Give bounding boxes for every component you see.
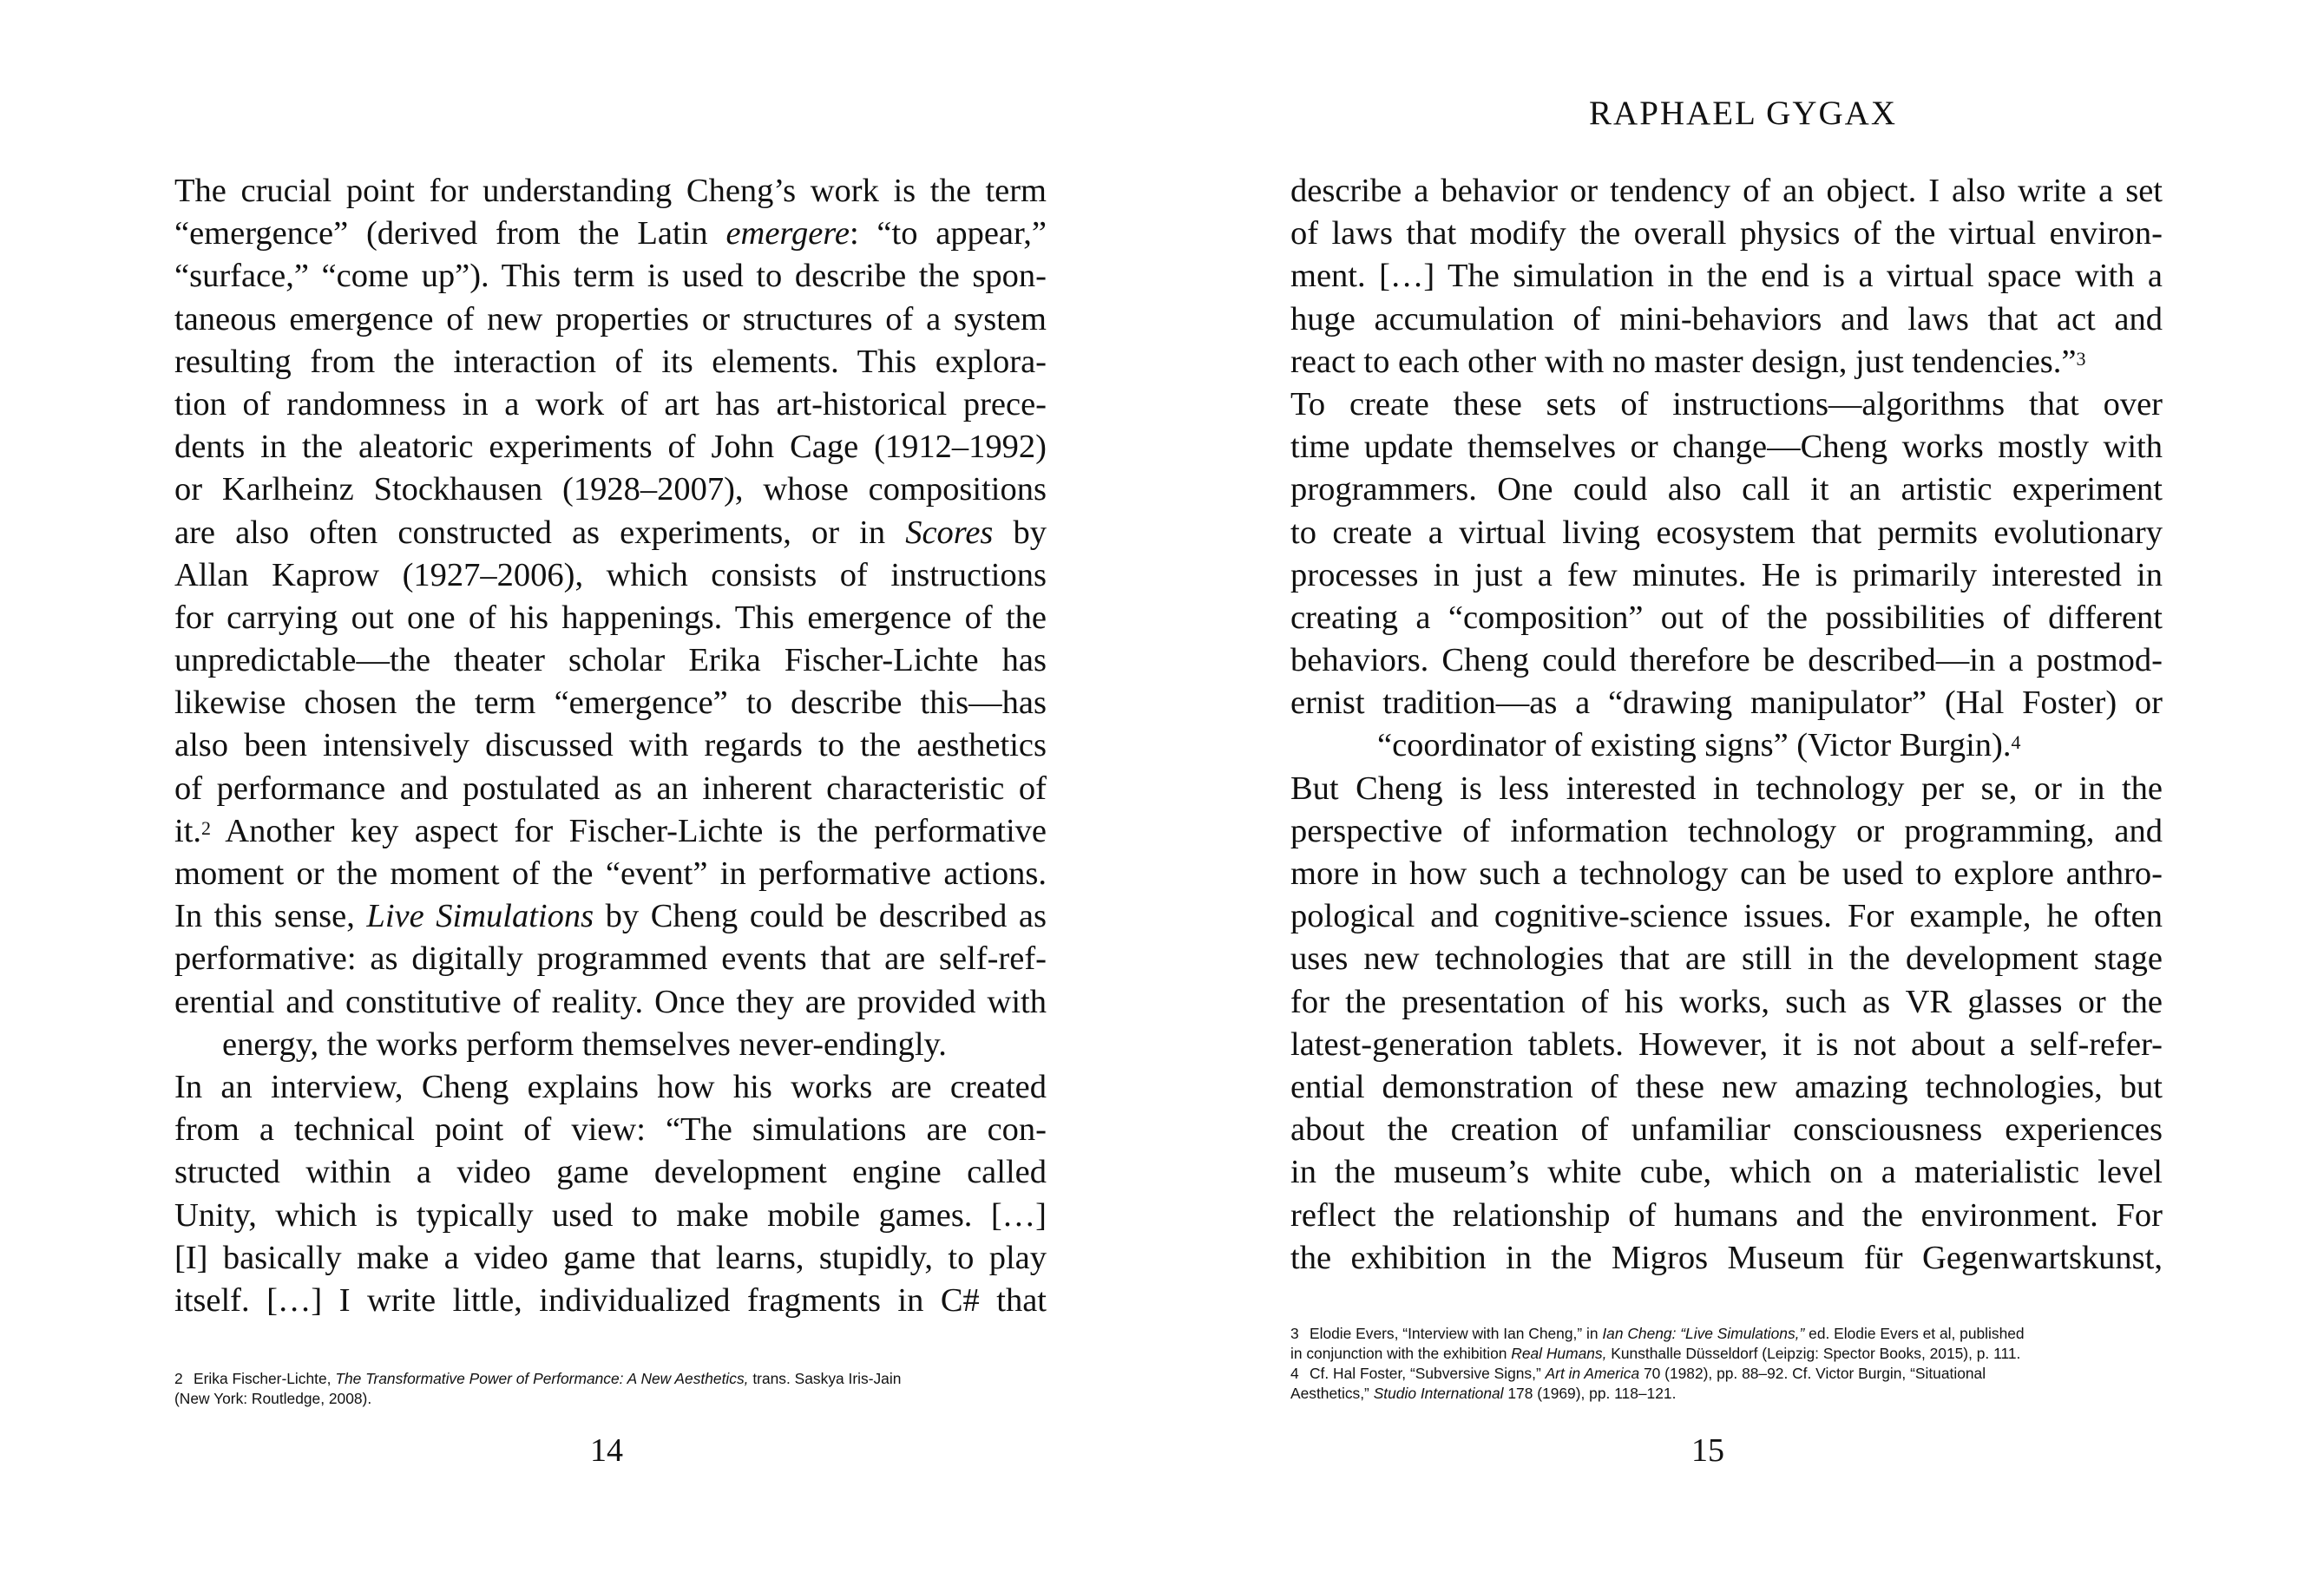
footnote-line [1290, 1324, 2163, 1344]
text-run: The crucial point for understanding Cheng’s work is the term [174, 173, 1047, 209]
text-run: dents in the aleatoric experiments of John Cage (1912–1992) [174, 429, 1047, 466]
text-run: by [993, 514, 1047, 551]
right-page [1162, 0, 2324, 1572]
text-run: But Cheng is less interested in technology per se, or in the [1290, 770, 2163, 807]
italic-text: Studio International [1373, 1385, 1504, 1402]
body-line [174, 853, 1047, 895]
text-run: 70 (1982), pp. 88–92. Cf. Victor Burgin, “Situational [1639, 1365, 1986, 1382]
text-run: performative: as digitally programmed events that are self-ref- [174, 940, 1047, 978]
body-line [1290, 597, 2163, 639]
text-run: react to each other with no master design, just tendencies.” [1290, 343, 2077, 380]
text-run: about the creation of unfamiliar consciousness experiences [1290, 1111, 2163, 1149]
text-run: : “to appear,” [849, 215, 1047, 252]
body-line [1290, 1237, 2163, 1280]
body-line [174, 1109, 1047, 1151]
text-run: huge accumulation of mini-behaviors and laws that act and [1290, 300, 2163, 337]
text-run: ential demonstration of these new amazing technologies, but [1290, 1068, 2163, 1105]
body-line [174, 255, 1047, 298]
body-line [174, 341, 1047, 383]
footnote-line [174, 1369, 1047, 1389]
text-run: for carrying out one of his happenings. This emergence of the [174, 599, 1047, 636]
footnotes-left [174, 1369, 1047, 1409]
body-line [174, 213, 1047, 255]
text-run: processes in just a few minutes. He is primarily interested in [1290, 556, 2163, 593]
body-line [174, 1280, 1047, 1322]
text-run: the exhibition in the Migros Museum für Gegenwartskunst, [1290, 1239, 2163, 1276]
body-line [1290, 682, 2163, 724]
body-line [1290, 383, 2163, 426]
italic-text: Live Simulations [366, 898, 594, 935]
footnote-marker: 4 [2011, 731, 2021, 754]
body-line [1290, 810, 2163, 853]
text-run: Elodie Evers, “Interview with Ian Cheng,” in [1310, 1325, 1603, 1342]
body-line [1290, 1066, 2163, 1109]
body-line [1290, 554, 2163, 597]
italic-text: Art in America [1545, 1365, 1640, 1382]
text-run: ment. […] The simulation in the end is a virtual space with a [1290, 258, 2163, 295]
body-line [1290, 512, 2163, 554]
text-run: unpredictable—the theater scholar Erika Fischer-Lichte has [174, 642, 1047, 679]
text-run: To create these sets of instructions—algorithms that over [1290, 385, 2163, 422]
footnote-number: 3 [1290, 1325, 1299, 1342]
body-line [1290, 981, 2163, 1024]
body-line [174, 768, 1047, 810]
text-run: Kunsthalle Düsseldorf (Leipzig: Spector Books, 2015), p. 111. [1606, 1345, 2021, 1362]
text-run: “surface,” “come up”). This term is used to describe the spon- [174, 258, 1047, 295]
text-run: programmers. One could also call it an artistic experiment [1290, 471, 2163, 508]
text-run: pological and cognitive-science issues. For example, he often [1290, 898, 2163, 935]
footnote-marker: 2 [201, 816, 212, 839]
text-run: ed. Elodie Evers et al, published [1804, 1325, 2025, 1342]
body-line [174, 1024, 1047, 1066]
body-line [174, 597, 1047, 639]
text-run: behaviors. Cheng could therefore be described—in a postmod- [1290, 642, 2163, 679]
body-line [174, 512, 1047, 554]
body-line [174, 938, 1047, 980]
text-run: (New York: Routledge, 2008). [174, 1390, 372, 1407]
body-line [174, 554, 1047, 597]
text-run: “emergence” (derived from the Latin [174, 215, 726, 252]
text-run: Unity, which is typically used to make mobile games. […] [174, 1196, 1047, 1234]
text-run: latest-generation tablets. However, it is not about a self-refer- [1290, 1025, 2163, 1063]
text-run: moment or the moment of the “event” in performative actions. [174, 855, 1047, 892]
body-line [174, 1237, 1047, 1280]
text-run: for the presentation of his works, such as VR glasses or the [1290, 983, 2163, 1020]
text-run: uses new technologies that are still in the development stage [1290, 940, 2163, 978]
text-run: itself. […] I write little, individualized fragments in C# that [174, 1281, 1047, 1319]
text-run: In an interview, Cheng explains how his works are created [174, 1068, 1047, 1105]
body-line [1290, 938, 2163, 980]
body-line [174, 426, 1047, 468]
text-run: 178 (1969), pp. 118–121. [1503, 1385, 1677, 1402]
text-run: In this sense, [174, 898, 367, 935]
body-line [1290, 1109, 2163, 1151]
body-line [174, 1195, 1047, 1237]
body-line [1290, 724, 2163, 767]
body-line [1290, 1195, 2163, 1237]
text-run: perspective of information technology or programming, and [1290, 812, 2163, 849]
italic-text: emergere [725, 215, 850, 252]
body-line [1290, 1024, 2163, 1066]
text-run: reflect the relationship of humans and the environment. For [1290, 1196, 2163, 1234]
text-run: Allan Kaprow (1927–2006), which consists of instructions [174, 556, 1047, 593]
footnote-number: 4 [1290, 1365, 1299, 1382]
text-run: to create a virtual living ecosystem that permits evolutionary [1290, 514, 2163, 551]
text-run: or Karlheinz Stockhausen (1928–2007), whose compositions [174, 471, 1047, 508]
body-line [174, 895, 1047, 938]
text-run: describe a behavior or tendency of an object. I also write a set [1290, 173, 2163, 209]
text-run: Erika Fischer-Lichte, [194, 1370, 336, 1387]
text-run: in the museum’s white cube, which on a materialistic level [1290, 1154, 2163, 1191]
text-run: creating a “composition” out of the possibilities of different [1290, 599, 2163, 636]
text-run: from a technical point of view: “The simulations are con- [174, 1111, 1047, 1149]
body-line [1290, 170, 2163, 213]
running-head: RAPHAEL GYGAX [1589, 95, 1897, 132]
body-line [174, 170, 1047, 213]
italic-text: Real Humans, [1511, 1345, 1607, 1362]
text-run: ernist tradition—as a “drawing manipulator” (Hal Foster) or [1290, 684, 2163, 722]
body-line [174, 724, 1047, 767]
body-line [174, 639, 1047, 682]
text-run: [I] basically make a video game that learns, stupidly, to play [174, 1239, 1047, 1276]
text-run: also been intensively discussed with regards to the aesthetics [174, 727, 1047, 764]
text-run: in conjunction with the exhibition [1290, 1345, 1512, 1362]
page-number-left-text: 14 [590, 1432, 623, 1469]
body-line [1290, 468, 2163, 511]
text-run: taneous emergence of new properties or structures of a system [174, 300, 1047, 337]
text-run: resulting from the interaction of its elements. This explora- [174, 343, 1047, 380]
body-text-right [1290, 170, 2163, 1280]
page-number-right-text: 15 [1691, 1432, 1724, 1469]
footnote-marker: 3 [2076, 347, 2086, 370]
text-run: time update themselves or change—Cheng works mostly with [1290, 429, 2163, 466]
footnote-line [1290, 1364, 2163, 1384]
body-line [1290, 426, 2163, 468]
italic-text: Ian Cheng: “Live Simulations,” [1602, 1325, 1805, 1342]
text-run: Another key aspect for Fischer-Lichte is the performative [211, 812, 1047, 849]
text-run: erential and constitutive of reality. Once they are provided with [174, 983, 1047, 1020]
body-line [174, 682, 1047, 724]
body-line [1290, 298, 2163, 341]
body-line [1290, 1151, 2163, 1194]
footnote-line [1290, 1384, 2163, 1404]
body-line [1290, 853, 2163, 895]
body-line [174, 298, 1047, 341]
body-text-left [174, 170, 1047, 1322]
footnote-number: 2 [174, 1370, 183, 1387]
body-line [1290, 341, 2163, 383]
text-run: of performance and postulated as an inherent characteristic of [174, 770, 1047, 807]
footnote-line [1290, 1344, 2163, 1364]
text-run: “coordinator of existing signs” (Victor Burgin). [1377, 727, 2012, 764]
text-run: are also often constructed as experiments, or in [174, 514, 906, 551]
body-line [174, 468, 1047, 511]
text-run: likewise chosen the term “emergence” to describe this—has [174, 684, 1047, 722]
text-run: it. [174, 812, 202, 849]
body-line [174, 981, 1047, 1024]
text-run: by Cheng could be described as [594, 898, 1047, 935]
footnote-line [174, 1389, 1047, 1409]
text-run: structed within a video game development engine called [174, 1154, 1047, 1191]
italic-text: Scores [905, 514, 994, 551]
body-line [1290, 768, 2163, 810]
italic-text: The Transformative Power of Performance: A New Aesthetics, [335, 1370, 749, 1387]
body-line [1290, 639, 2163, 682]
body-line [1290, 255, 2163, 298]
body-line [174, 1066, 1047, 1109]
body-line [174, 1151, 1047, 1194]
text-run: trans. Saskya Iris-Jain [748, 1370, 902, 1387]
text-run: tion of randomness in a work of art has art-historical prece- [174, 385, 1047, 422]
footnotes-right [1290, 1324, 2163, 1404]
body-line [174, 810, 1047, 853]
body-line [1290, 213, 2163, 255]
text-run: Cf. Hal Foster, “Subversive Signs,” [1310, 1365, 1546, 1382]
text-run: of laws that modify the overall physics of the virtual environ- [1290, 215, 2163, 252]
body-line [174, 383, 1047, 426]
body-line [1290, 895, 2163, 938]
text-run: energy, the works perform themselves never-endingly. [222, 1025, 947, 1063]
text-run: more in how such a technology can be used to explore anthro- [1290, 855, 2163, 892]
text-run: Aesthetics,” [1290, 1385, 1374, 1402]
